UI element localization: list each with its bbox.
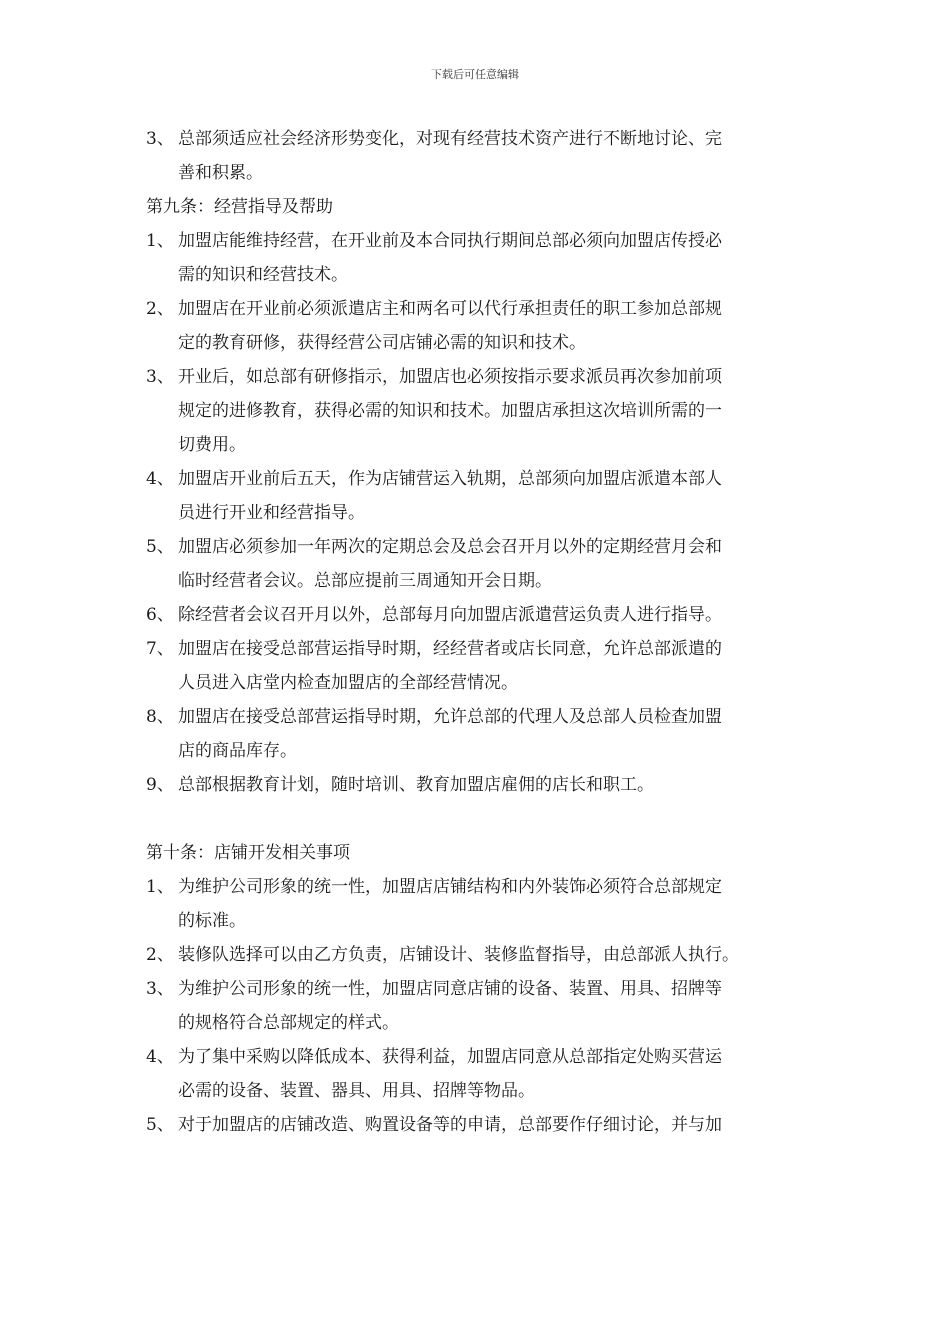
list-item-number: 7、 [146, 639, 174, 659]
list-item-number: 1、 [146, 877, 174, 897]
section-10-list [146, 870, 810, 1142]
list-item-text [178, 700, 810, 768]
list-item-number: 3、 [146, 367, 174, 387]
list-item-text [178, 938, 810, 972]
list-item-number: 8、 [146, 707, 174, 727]
text-line: 加盟店能维持经营，在开业前及本合同执行期间总部必须向加盟店传授必 [178, 231, 722, 251]
text-line: 为了集中采购以降低成本、获得利益，加盟店同意从总部指定处购买营运 [178, 1047, 722, 1067]
text-line: 加盟店在接受总部营运指导时期，允许总部的代理人及总部人员检查加盟 [178, 707, 722, 727]
section-gap [146, 802, 810, 836]
text-line: 员进行开业和经营指导。 [178, 503, 365, 523]
list-item-number: 5、 [146, 537, 174, 557]
list-item [146, 870, 810, 938]
list-item [146, 462, 810, 530]
text-line: 规定的进修教育，获得必需的知识和技术。加盟店承担这次培训所需的一 [178, 401, 722, 421]
section-9-list [146, 224, 810, 802]
list-item-text [178, 1108, 810, 1142]
list-item [146, 972, 810, 1040]
list-item [146, 938, 810, 972]
list-item [146, 1108, 810, 1142]
list-item-number: 9、 [146, 775, 174, 795]
text-line: 除经营者会议召开月以外，总部每月向加盟店派遣营运负责人进行指导。 [178, 605, 722, 625]
text-line: 人员进入店堂内检查加盟店的全部经营情况。 [178, 673, 518, 693]
list-item-number: 3、 [146, 979, 174, 999]
list-item-number: 4、 [146, 469, 174, 489]
text-line: 为维护公司形象的统一性，加盟店店铺结构和内外装饰必须符合总部规定 [178, 877, 722, 897]
text-line: 对于加盟店的店铺改造、购置设备等的申请，总部要作仔细讨论，并与加 [178, 1115, 722, 1135]
list-item [146, 768, 810, 802]
list-item [146, 224, 810, 292]
text-line: 开业后，如总部有研修指示，加盟店也必须按指示要求派员再次参加前项 [178, 367, 722, 387]
list-item-text [178, 224, 810, 292]
list-item-text [178, 360, 810, 462]
list-item-number: 2、 [146, 299, 174, 319]
list-item [146, 530, 810, 598]
section-10-title: 第十条：店铺开发相关事项 [146, 843, 350, 863]
page-header: 下载后可任意编辑 [431, 68, 519, 81]
list-item [146, 122, 810, 190]
text-line: 总部须适应社会经济形势变化，对现有经营技术资产进行不断地讨论、完 [178, 129, 722, 149]
list-item-text [178, 870, 810, 938]
document-body [146, 122, 810, 1142]
list-item-text [178, 530, 810, 598]
list-item-number: 1、 [146, 231, 174, 251]
list-item [146, 292, 810, 360]
text-line: 的标准。 [178, 911, 246, 931]
text-line: 为维护公司形象的统一性，加盟店同意店铺的设备、装置、用具、招牌等 [178, 979, 722, 999]
list-item-number: 6、 [146, 605, 174, 625]
list-item-text [178, 1040, 810, 1108]
list-item-number: 5、 [146, 1115, 174, 1135]
list-item [146, 632, 810, 700]
list-item-number: 3、 [146, 129, 174, 149]
list-item-text [178, 768, 810, 802]
list-item-text [178, 292, 810, 360]
list-item-number: 4、 [146, 1047, 174, 1067]
list-item-text [178, 632, 810, 700]
text-line: 店的商品库存。 [178, 741, 297, 761]
text-line: 需的知识和经营技术。 [178, 265, 348, 285]
previous-section-list [146, 122, 810, 190]
text-line: 加盟店在接受总部营运指导时期，经经营者或店长同意，允许总部派遣的 [178, 639, 722, 659]
list-item [146, 700, 810, 768]
list-item [146, 360, 810, 462]
text-line: 装修队选择可以由乙方负责，店铺设计、装修监督指导，由总部派人执行。 [178, 945, 739, 965]
list-item-number: 2、 [146, 945, 174, 965]
text-line: 善和积累。 [178, 163, 263, 183]
text-line: 总部根据教育计划，随时培训、教育加盟店雇佣的店长和职工。 [178, 775, 654, 795]
list-item-text [178, 972, 810, 1040]
text-line: 定的教育研修，获得经营公司店铺必需的知识和技术。 [178, 333, 586, 353]
text-line: 加盟店开业前后五天，作为店铺营运入轨期，总部须向加盟店派遣本部人 [178, 469, 722, 489]
list-item [146, 1040, 810, 1108]
text-line: 切费用。 [178, 435, 246, 455]
text-line: 加盟店在开业前必须派遣店主和两名可以代行承担责任的职工参加总部规 [178, 299, 722, 319]
text-line: 的规格符合总部规定的样式。 [178, 1013, 399, 1033]
text-line: 必需的设备、装置、器具、用具、招牌等物品。 [178, 1081, 535, 1101]
list-item-text [178, 598, 810, 632]
text-line: 加盟店必须参加一年两次的定期总会及总会召开月以外的定期经营月会和 [178, 537, 722, 557]
text-line: 临时经营者会议。总部应提前三周通知开会日期。 [178, 571, 552, 591]
section-9-title: 第九条：经营指导及帮助 [146, 197, 333, 217]
list-item [146, 598, 810, 632]
list-item-text [178, 122, 810, 190]
list-item-text [178, 462, 810, 530]
